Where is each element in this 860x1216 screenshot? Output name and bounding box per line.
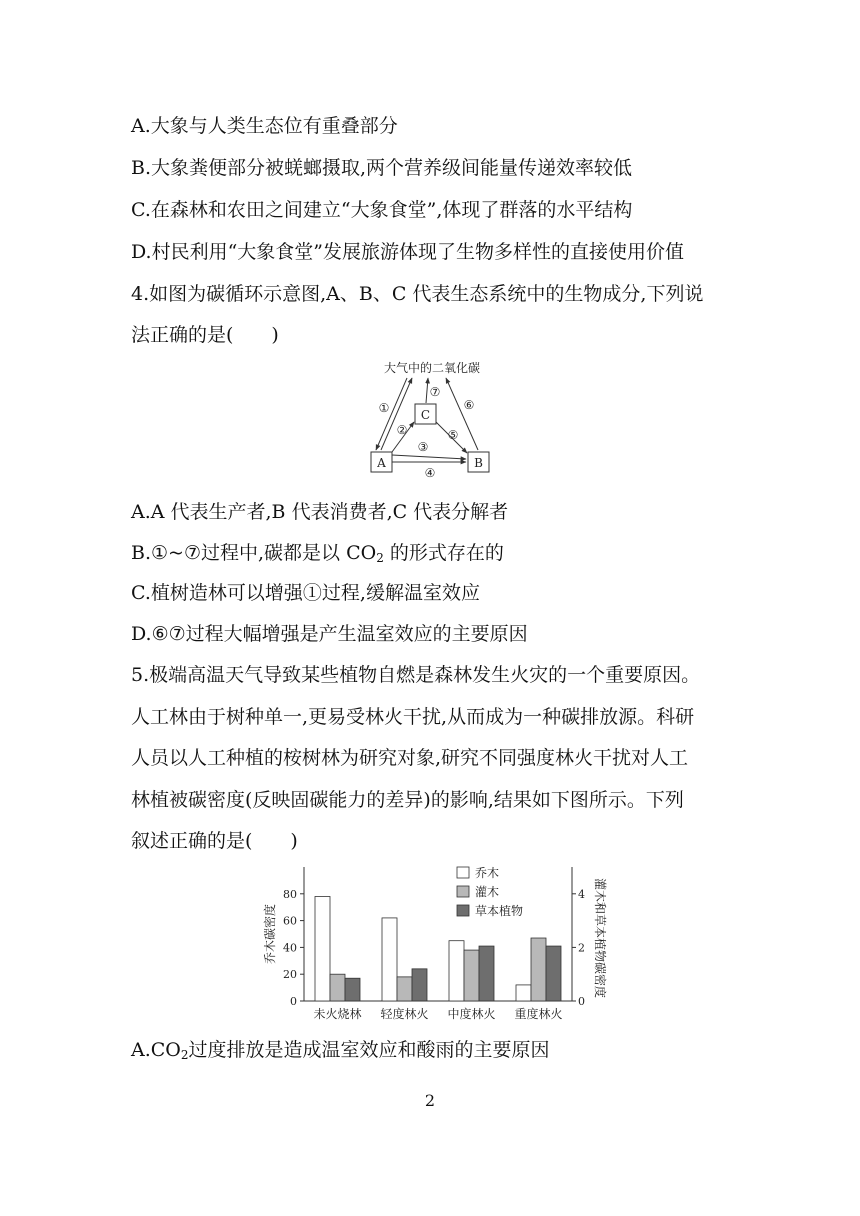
diagram-top-label: 大气中的二氧化碳 bbox=[383, 361, 481, 375]
bar bbox=[516, 985, 531, 1001]
y-axis-title: 乔木碳密度 bbox=[263, 903, 277, 965]
q3-option-a: A.大象与人类生态位有重叠部分 bbox=[131, 115, 398, 137]
legend-swatch bbox=[457, 905, 469, 916]
bar bbox=[449, 941, 464, 1001]
page-number: 2 bbox=[424, 1091, 436, 1110]
q5-stem-line1: 5.极端高温天气导致某些植物自燃是森林发生火灾的一个重要原因。 bbox=[131, 664, 701, 686]
q4-option-b-post: 的形式存在的 bbox=[383, 542, 504, 564]
y2-tick-label: 0 bbox=[578, 995, 585, 1008]
carbon-density-chart bbox=[262, 864, 607, 1026]
q4-option-b bbox=[131, 540, 504, 571]
y2-tick-label: 2 bbox=[578, 941, 585, 955]
q5-stem-line5: 叙述正确的是( ) bbox=[131, 830, 298, 852]
bar bbox=[412, 969, 427, 1001]
y-tick-label: 80 bbox=[283, 887, 297, 901]
x-tick-label: 重度林火 bbox=[514, 1007, 563, 1021]
q4-option-d: D.⑥⑦过程大幅增强是产生温室效应的主要原因 bbox=[131, 623, 528, 645]
diagram-num-4: ④ bbox=[424, 466, 436, 478]
diagram-num-2: ② bbox=[396, 423, 408, 437]
y2-axis-title: 灌木和草本植物碳密度 bbox=[593, 877, 607, 999]
x-tick-label: 中度林火 bbox=[447, 1007, 496, 1021]
legend-swatch bbox=[457, 867, 469, 878]
q5-option-a bbox=[131, 1037, 550, 1068]
q3-option-b: B.大象粪便部分被蜣螂摄取,两个营养级间能量传递效率较低 bbox=[131, 157, 633, 179]
q5-stem-line4: 林植被碳密度(反映固碳能力的差异)的影响,结果如下图所示。下列 bbox=[131, 789, 684, 811]
q3-option-d: D.村民利用“大象食堂”发展旅游体现了生物多样性的直接使用价值 bbox=[131, 241, 685, 263]
diagram-num-1: ① bbox=[378, 401, 390, 415]
q4-option-b-pre: B.①~⑦过程中,碳都是以 CO bbox=[131, 542, 377, 564]
q5-option-a-post: 过度排放是造成温室效应和酸雨的主要原因 bbox=[188, 1039, 550, 1061]
bar bbox=[382, 918, 397, 1001]
legend-swatch bbox=[457, 886, 469, 897]
q4-stem-line2: 法正确的是( ) bbox=[131, 324, 279, 346]
y-tick-label: 0 bbox=[290, 995, 297, 1008]
bar bbox=[345, 978, 360, 1001]
bar bbox=[315, 896, 330, 1001]
legend-label: 灌木 bbox=[475, 885, 500, 899]
bar bbox=[464, 950, 479, 1001]
bar bbox=[397, 977, 412, 1001]
x-tick-label: 轻度林火 bbox=[380, 1007, 429, 1021]
box-c-label: C bbox=[420, 408, 431, 422]
diagram-num-5: ⑤ bbox=[447, 428, 459, 442]
y2-tick-label: 4 bbox=[578, 887, 585, 901]
carbon-cycle-diagram bbox=[362, 358, 502, 478]
y-tick-label: 40 bbox=[283, 941, 297, 955]
diagram-num-7: ⑦ bbox=[429, 385, 441, 399]
q4-option-a: A.A 代表生产者,B 代表消费者,C 代表分解者 bbox=[131, 501, 509, 523]
diagram-num-6: ⑥ bbox=[463, 398, 475, 412]
q4-stem-line1: 4.如图为碳循环示意图,A、B、C 代表生态系统中的生物成分,下列说 bbox=[131, 283, 704, 305]
legend-label: 草本植物 bbox=[475, 904, 524, 918]
bar bbox=[546, 946, 561, 1001]
bar bbox=[531, 938, 546, 1001]
arrow-7-c-to-atmosphere bbox=[426, 378, 428, 403]
y-tick-label: 20 bbox=[283, 968, 297, 982]
chart-bars bbox=[315, 896, 561, 1001]
box-a-label: A bbox=[377, 456, 386, 470]
q4-option-c: C.植树造林可以增强①过程,缓解温室效应 bbox=[131, 582, 480, 604]
y-tick-label: 60 bbox=[283, 914, 297, 928]
q4-option-b-sub: 2 bbox=[376, 551, 384, 565]
q5-option-a-pre: A.CO bbox=[131, 1039, 181, 1061]
x-tick-label: 未火烧林 bbox=[313, 1007, 362, 1021]
bar bbox=[479, 946, 494, 1001]
bar bbox=[330, 974, 345, 1001]
q5-stem-line3: 人员以人工种植的桉树林为研究对象,研究不同强度林火干扰对人工 bbox=[131, 747, 689, 769]
box-b-label: B bbox=[474, 456, 483, 470]
q3-option-c: C.在森林和农田之间建立“大象食堂”,体现了群落的水平结构 bbox=[131, 199, 633, 221]
q5-stem-line2: 人工林由于树种单一,更易受林火干扰,从而成为一种碳排放源。科研 bbox=[131, 706, 695, 728]
arrow-3-a-to-b bbox=[392, 455, 466, 459]
legend-label: 乔木 bbox=[475, 866, 500, 880]
q5-option-a-sub: 2 bbox=[180, 1048, 189, 1062]
diagram-num-3: ③ bbox=[417, 440, 429, 454]
